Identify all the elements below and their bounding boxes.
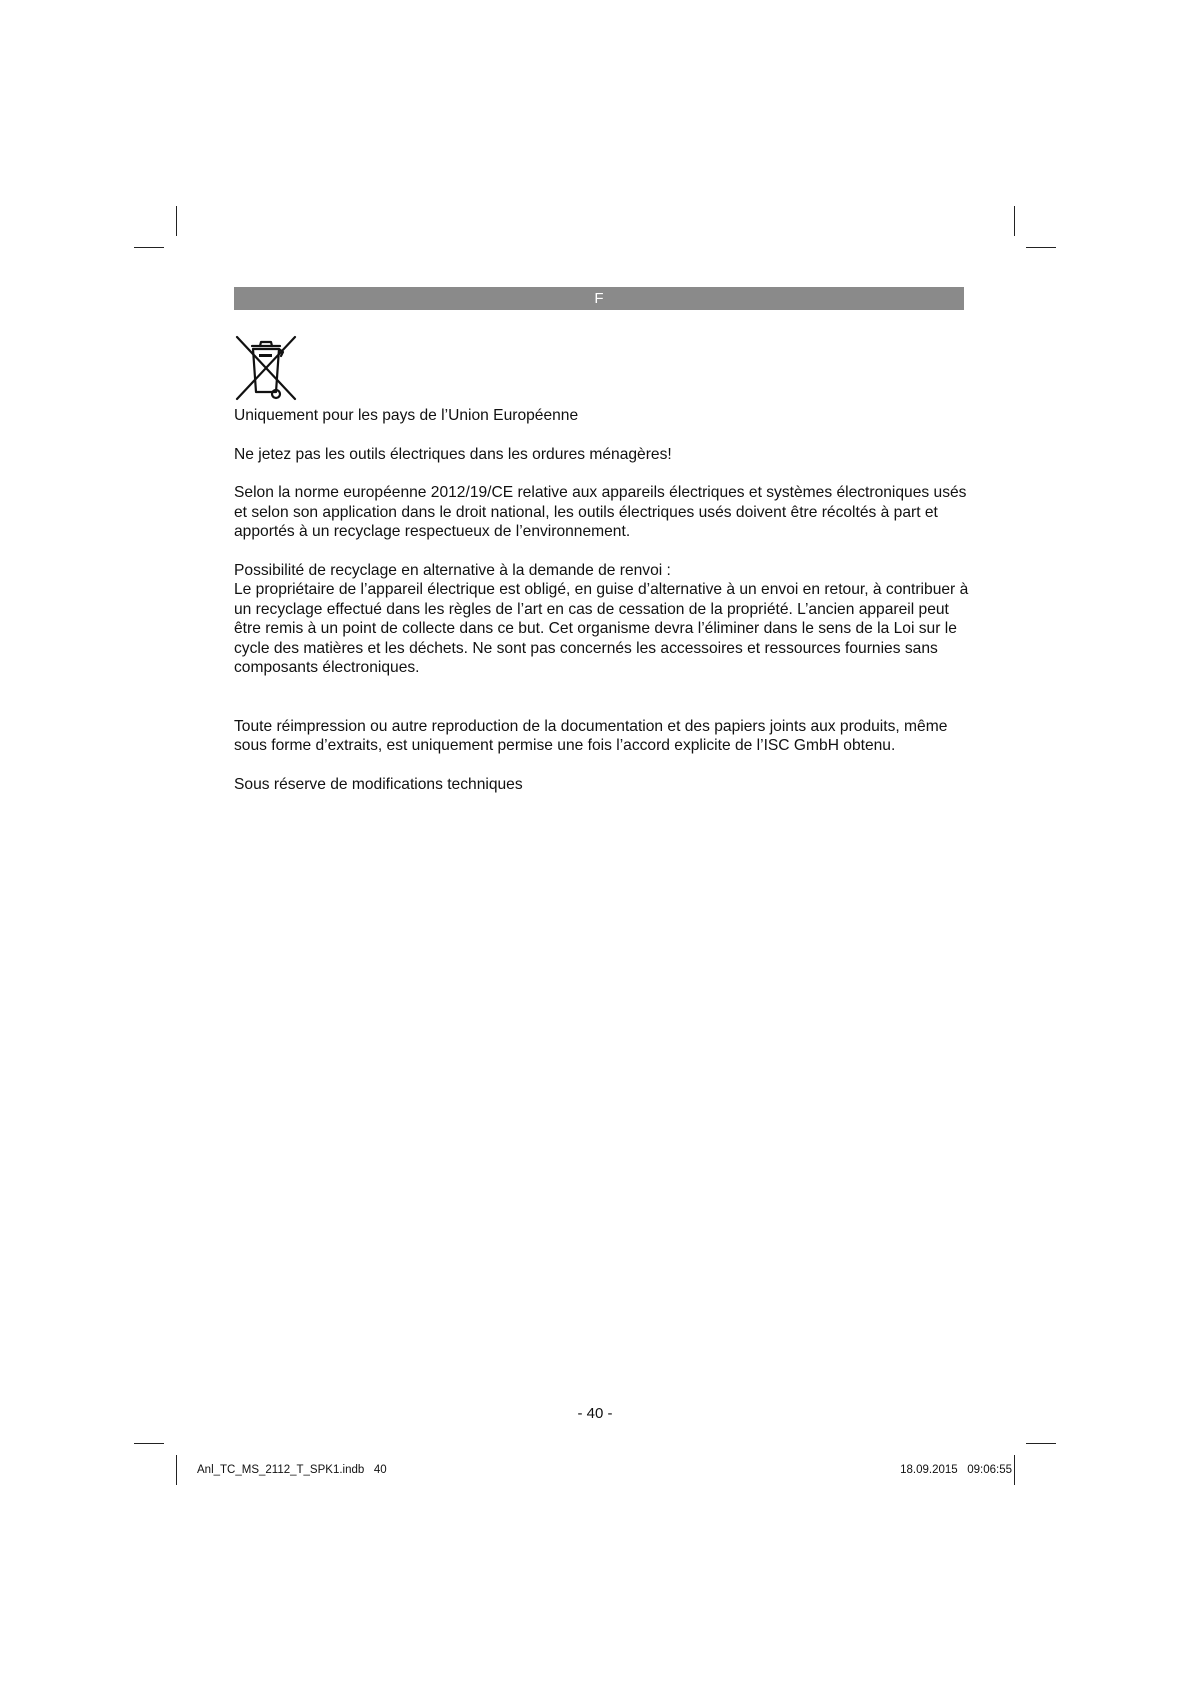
recycling-alternative-text: Le propriétaire de l’appareil électrique est obligé, en guise d’alternative à un envoi en retour, à contribuer à un recyclage effectué dans les règles de l’art en cas de cessation de la propriété. L’ancien appareil peut être remis à un point de collecte dans ce but. Cet organisme devra l’éliminer dans le sens de la Loi sur le cycle des matières et les déchets. Ne sont pas concernés les accessoires et ressources fournies sans composants électroniques.: [234, 581, 969, 676]
crop-mark-bottom-left-vertical: [176, 1455, 177, 1485]
crossed-out-wheelie-bin-icon: [234, 334, 298, 402]
footer-file-name: Anl_TC_MS_2112_T_SPK1.indb 40: [197, 1464, 387, 1476]
section-header-bar: [234, 287, 964, 310]
eu-only-note: Uniquement pour les pays de l’Union Européenne: [234, 407, 579, 424]
crop-mark-top-right-vertical: [1014, 206, 1015, 236]
crop-mark-bottom-right-vertical: [1014, 1455, 1015, 1485]
crop-mark-top-left-vertical: [176, 206, 177, 236]
disposal-information-text: [234, 406, 969, 813]
section-letter: F: [594, 290, 604, 307]
no-household-waste-warning: Ne jetez pas les outils électriques dans les ordures ménagères!: [234, 445, 672, 463]
recycling-alternative-title: Possibilité de recyclage en alternative à la demande de renvoi :: [234, 561, 671, 579]
crop-mark-top-right-horizontal: [1026, 247, 1056, 248]
recycling-alternative-paragraph: [234, 561, 969, 678]
page-number: - 40 -: [577, 1405, 613, 1422]
crop-mark-top-left-horizontal: [134, 247, 164, 248]
eu-directive-paragraph: Selon la norme européenne 2012/19/CE relative aux appareils électriques et systèmes électroniques usés et selon son application dans le droit national, les outils électriques usés doivent être récoltés à part et apportés à un recyclage respectueux de l’environnement.: [234, 484, 967, 540]
reprint-notice: Toute réimpression ou autre reproduction de la documentation et des papiers joints aux produits, même sous forme d’extraits, est uniquement permise une fois l’accord explicite de l’ISC GmbH obtenu.: [234, 717, 948, 754]
crop-mark-bottom-left-horizontal: [134, 1443, 164, 1444]
technical-changes-note: Sous réserve de modifications techniques: [234, 775, 523, 793]
footer-timestamp: 18.09.2015 09:06:55: [900, 1464, 1012, 1476]
crop-mark-bottom-right-horizontal: [1026, 1443, 1056, 1444]
